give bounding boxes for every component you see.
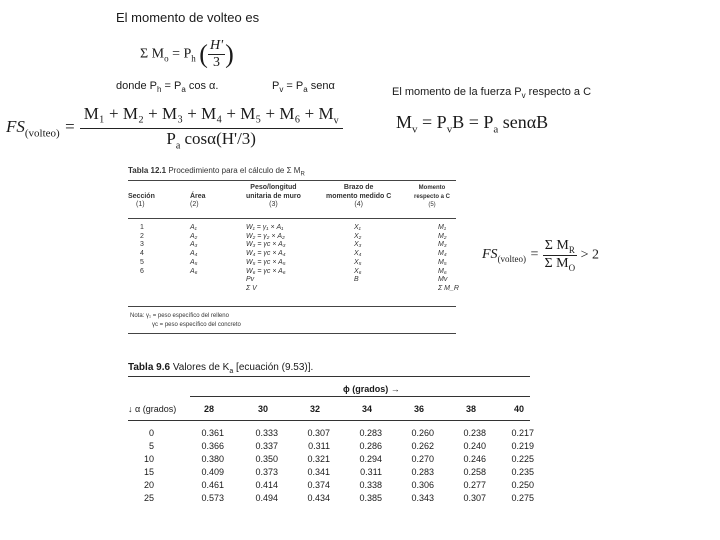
table2-caption-sub: a xyxy=(229,368,234,375)
table1-caption-text: Procedimiento para el cálculo de Σ M xyxy=(166,166,301,175)
table2-cell-ka: 0.573 xyxy=(201,493,224,503)
table1-cell-area: A₄ xyxy=(190,250,198,258)
mv-rest: = P xyxy=(417,112,447,132)
table2-cell-ka: 0.311 xyxy=(308,441,330,451)
table2-cell-ka: 0.361 xyxy=(201,428,224,438)
table1-cell-peso: Σ V xyxy=(246,284,257,292)
table2-cell-ka: 0.240 xyxy=(463,441,486,451)
table2-row xyxy=(128,441,534,453)
fs2-lhs: FS xyxy=(482,246,498,262)
table2-row xyxy=(128,467,534,479)
h-num: H' xyxy=(209,38,224,53)
table1-cell-momento: M₄ xyxy=(438,250,447,258)
table2-cell-ka: 0.262 xyxy=(411,441,434,451)
table1-cell-area: A₆ xyxy=(190,267,198,275)
table2-phi-rule xyxy=(190,396,530,397)
mv-end: senαB xyxy=(498,112,549,132)
table2-header-cell: 30 xyxy=(258,404,269,414)
fs-volteo-formula: $FS_{(volteo)}$ = $\frac{M_1 + M_2 + M_3 + M_4 + M_5 + M_6 + M_v}{P_a \cos\alpha(H'/3)}$ xyxy=(6,104,343,152)
table1-col-area xyxy=(190,224,198,276)
table2-cell-ka: 0.270 xyxy=(411,454,434,464)
table2-row xyxy=(128,454,534,466)
eq-sum-sub: o xyxy=(164,53,169,64)
table1-bottom-rule xyxy=(128,306,456,307)
table2-cell-ka: 0.217 xyxy=(511,428,534,438)
table1-cell-momento: M₅ xyxy=(438,258,447,266)
table1-cell-brazo: X₄ xyxy=(354,250,362,258)
table2-row xyxy=(128,480,534,492)
table2-cell-ka: 0.409 xyxy=(201,467,224,477)
th-momento-n: (5) xyxy=(428,202,436,209)
table1-cell-peso: W₁ = γ₁ × A₁ xyxy=(246,224,284,231)
table1-cell-seccion: 4 xyxy=(140,250,144,258)
section-heading: El momento de volteo es xyxy=(116,10,260,25)
table1-cell-brazo: X₁ xyxy=(354,224,361,231)
table1-cell-peso: W₂ = γ₂ × A₂ xyxy=(246,232,285,240)
table2-cell-ka: 0.307 xyxy=(307,428,330,438)
table2-cell-ka: 0.380 xyxy=(201,454,224,464)
table2-cell-ka: 0.321 xyxy=(307,454,330,464)
table2-cell-alpha: 20 xyxy=(143,480,154,490)
donde-cos: cos α. xyxy=(185,80,219,92)
th-brazo2: momento medido C xyxy=(326,192,392,200)
table1-cell-peso: Pv xyxy=(246,276,255,284)
table1-cell-brazo: X₅ xyxy=(354,258,362,266)
mv-label: M xyxy=(396,112,413,132)
table2-cell-ka: 0.434 xyxy=(307,493,330,503)
table1-cell-peso: W₆ = γc × A₆ xyxy=(246,267,286,275)
fs2-den-sub: O xyxy=(568,262,576,273)
fs-volteo-ratio: $FS_{(volteo)}$ = $\frac{\Sigma M_R}{\Sigma M_O}$ > 2 xyxy=(482,238,600,273)
moment-label-text: El momento de la fuerza P xyxy=(392,86,522,98)
donde-text: donde P xyxy=(116,80,157,92)
table1-cell-brazo: X₂ xyxy=(354,232,362,240)
table2-cell-alpha: 5 xyxy=(148,441,154,451)
table2-cell-ka: 0.343 xyxy=(411,493,434,503)
table2-cell-ka: 0.494 xyxy=(255,493,278,503)
table1-cell-area: A₂ xyxy=(190,232,198,240)
fs2-num: Σ M xyxy=(544,238,569,253)
table2-cell-ka: 0.260 xyxy=(411,428,434,438)
fs1-lhs: FS xyxy=(6,116,25,136)
table1-cell-momento: Mv xyxy=(438,276,448,284)
table1-header-seccion xyxy=(128,184,155,210)
table1-notes xyxy=(130,312,241,329)
table2-cell-ka: 0.311 xyxy=(360,467,382,477)
th-area-n: (2) xyxy=(190,201,199,209)
table2-cell-ka: 0.225 xyxy=(511,454,534,464)
table2-cell-ka: 0.258 xyxy=(463,467,486,477)
table2-cell-alpha: 15 xyxy=(143,467,154,477)
table2-cell-ka: 0.275 xyxy=(511,493,534,503)
fs2-num-sub: R xyxy=(568,244,575,255)
table1-cell-area: A₅ xyxy=(190,258,198,266)
table1-header-brazo xyxy=(326,184,391,210)
th-brazo: Brazo de xyxy=(343,184,374,191)
table2-caption-bold: Tabla 9.6 xyxy=(128,362,171,373)
pv-rest: = P xyxy=(283,80,304,92)
th-peso: Peso/longitud xyxy=(250,184,297,191)
donde-sub: h xyxy=(156,85,162,95)
table2-cell-ka: 0.294 xyxy=(359,454,382,464)
pv-sub2: a xyxy=(303,85,308,95)
table-9-6 xyxy=(128,362,534,508)
th-brazo-n: (4) xyxy=(354,201,363,209)
table2-cell-ka: 0.307 xyxy=(463,493,486,503)
table2-cell-ka: 0.373 xyxy=(255,467,278,477)
pv-line xyxy=(272,80,335,94)
table1-note1: Nota: γ₁ = peso específico del relleno xyxy=(130,313,229,319)
pv-sen: senα xyxy=(307,80,335,92)
table2-caption-end: [ecuación (9.53)]. xyxy=(233,362,314,373)
table2-cell-ka: 0.250 xyxy=(511,480,534,490)
table1-top-rule xyxy=(128,180,456,181)
mv-sub2: v xyxy=(446,123,453,136)
table1-cell-peso: W₄ = γc × A₄ xyxy=(246,250,286,258)
table2-alpha-label: ↓ α (grados) xyxy=(128,404,177,414)
table1-col-brazo xyxy=(354,224,362,285)
table1-cell-peso: W₅ = γc × A₅ xyxy=(246,258,286,266)
table1-cell-momento: M₂ xyxy=(438,232,447,240)
fs2-rhs: > 2 xyxy=(580,247,600,263)
eq-sum-label: Σ M xyxy=(140,46,165,62)
th-seccion-n: (1) xyxy=(136,201,145,209)
mv-equation xyxy=(396,112,548,136)
table1-cell-brazo: X₆ xyxy=(354,267,362,275)
table1-note2: γc = peso específico del concreto xyxy=(152,321,241,328)
table2-cell-alpha: 10 xyxy=(143,454,154,464)
table2-cell-ka: 0.350 xyxy=(255,454,278,464)
pv-text: P xyxy=(272,80,280,92)
table2-cell-ka: 0.414 xyxy=(255,480,278,490)
table2-header-cell: 28 xyxy=(204,404,215,414)
donde-rest: = P xyxy=(161,80,182,92)
table1-cell-seccion: 5 xyxy=(140,258,144,266)
table2-header-rule xyxy=(128,420,530,421)
table1-col-peso xyxy=(246,224,286,294)
pv-sub: v xyxy=(279,85,284,95)
fs2-den: Σ M xyxy=(544,255,569,271)
table2-cell-ka: 0.385 xyxy=(359,493,382,503)
table1-cell-brazo: B xyxy=(354,276,359,284)
table2-cell-alpha: 25 xyxy=(143,493,154,503)
donde-sub2: a xyxy=(181,85,186,95)
table1-cell-momento: M₁ xyxy=(438,224,447,231)
moment-label-sub: v xyxy=(521,91,526,101)
table2-cell-ka: 0.219 xyxy=(511,441,534,451)
table1-cell-momento: M₃ xyxy=(438,241,447,249)
moment-label xyxy=(392,86,591,100)
table2-cell-ka: 0.338 xyxy=(359,480,382,490)
table1-cell-brazo: X₃ xyxy=(354,241,362,249)
table2-header-cell: 38 xyxy=(466,404,477,414)
fs1-fraction xyxy=(80,104,343,152)
table1-caption-bold: Tabla 12.1 xyxy=(128,166,167,175)
table1-caption xyxy=(128,166,305,178)
table1-cell-momento: Σ M_R xyxy=(438,284,459,292)
table2-cell-ka: 0.283 xyxy=(411,467,434,477)
fs1-den-sub: a xyxy=(175,140,181,152)
table2-header-cell: 34 xyxy=(362,404,373,414)
table1-cell-seccion: 6 xyxy=(140,267,144,275)
table1-header-momento xyxy=(414,184,450,210)
th-peso-n: (3) xyxy=(269,201,278,209)
table2-caption xyxy=(128,362,313,375)
eq-ph-label: = P xyxy=(172,46,192,62)
table2-header-cell: 40 xyxy=(514,404,525,414)
table2-row xyxy=(128,493,534,505)
fs2-lhs-sub: (volteo) xyxy=(497,253,527,264)
eq-ph-sub: h xyxy=(191,53,196,64)
fs1-den: P xyxy=(166,129,176,149)
fs1-lhs-sub: (volteo) xyxy=(24,127,60,140)
table1-cell-area: A₁ xyxy=(190,224,197,231)
table2-cell-ka: 0.337 xyxy=(255,441,278,451)
table1-cell-seccion: 3 xyxy=(140,241,144,249)
table1-cell-seccion: 1 xyxy=(140,224,144,231)
fs1-den-rest: cosα(H'/3) xyxy=(180,129,256,149)
th-area: Área xyxy=(190,192,206,200)
overturning-moment-equation: Σ $M_o = P_h$ ( $\frac{H'}{3}$ ) xyxy=(140,38,234,70)
table2-row xyxy=(128,428,534,440)
table2-cell-alpha: 0 xyxy=(148,428,154,438)
fs1-num-sub: v xyxy=(333,115,339,127)
mv-sub3: a xyxy=(493,123,499,136)
table1-cell-seccion: 2 xyxy=(140,232,144,240)
table2-cell-ka: 0.277 xyxy=(463,480,486,490)
fs1-numerator: M₁ + M₂ + M₃ + M₄ + M₅ + M₆ + M xyxy=(83,104,334,123)
table2-cell-ka: 0.246 xyxy=(463,454,486,464)
table2-cell-ka: 0.238 xyxy=(463,428,486,438)
table-12-1 xyxy=(128,166,459,334)
mv-sub: v xyxy=(412,123,418,136)
table2-cell-ka: 0.341 xyxy=(307,467,330,477)
table2-caption-text: Valores de K xyxy=(170,362,230,373)
table2-top-rule xyxy=(128,376,530,377)
table2-cell-ka: 0.235 xyxy=(511,467,534,477)
table1-cell-peso: W₃ = γc × A₃ xyxy=(246,241,286,249)
table2-cell-ka: 0.286 xyxy=(359,441,382,451)
table2-header-cell: 32 xyxy=(310,404,321,414)
table1-end-rule xyxy=(128,333,456,334)
table1-header-peso xyxy=(246,184,301,210)
table2-cell-ka: 0.306 xyxy=(411,480,434,490)
th-momento: Momento xyxy=(418,185,446,191)
table2-cell-ka: 0.283 xyxy=(359,428,382,438)
th-momento2: respecto a C xyxy=(414,193,451,200)
table2-cell-ka: 0.374 xyxy=(307,480,330,490)
table1-header-area xyxy=(190,184,206,210)
table1-caption-sub: R xyxy=(300,171,305,178)
h-den: 3 xyxy=(213,55,221,70)
th-peso2: unitaria de muro xyxy=(246,192,301,200)
table2-cell-ka: 0.366 xyxy=(201,441,224,451)
table2-phi-label: ϕ (grados) → xyxy=(343,384,400,394)
table1-cell-momento: M₆ xyxy=(438,267,447,275)
table1-header-rule xyxy=(128,218,456,219)
table1-cell-area: A₃ xyxy=(190,241,198,249)
th-seccion: Sección xyxy=(128,192,155,200)
table2-header-cell: 36 xyxy=(414,404,425,414)
table1-col-seccion xyxy=(140,224,144,276)
moment-label-end: respecto a C xyxy=(525,86,592,98)
table2-cell-ka: 0.333 xyxy=(255,428,278,438)
table1-col-momento xyxy=(438,224,459,294)
fs2-fraction xyxy=(543,238,578,273)
table2-cell-ka: 0.461 xyxy=(201,480,224,490)
mv-b: B = P xyxy=(452,112,494,132)
donde-line xyxy=(116,80,218,94)
h-over-3-fraction xyxy=(208,38,225,71)
